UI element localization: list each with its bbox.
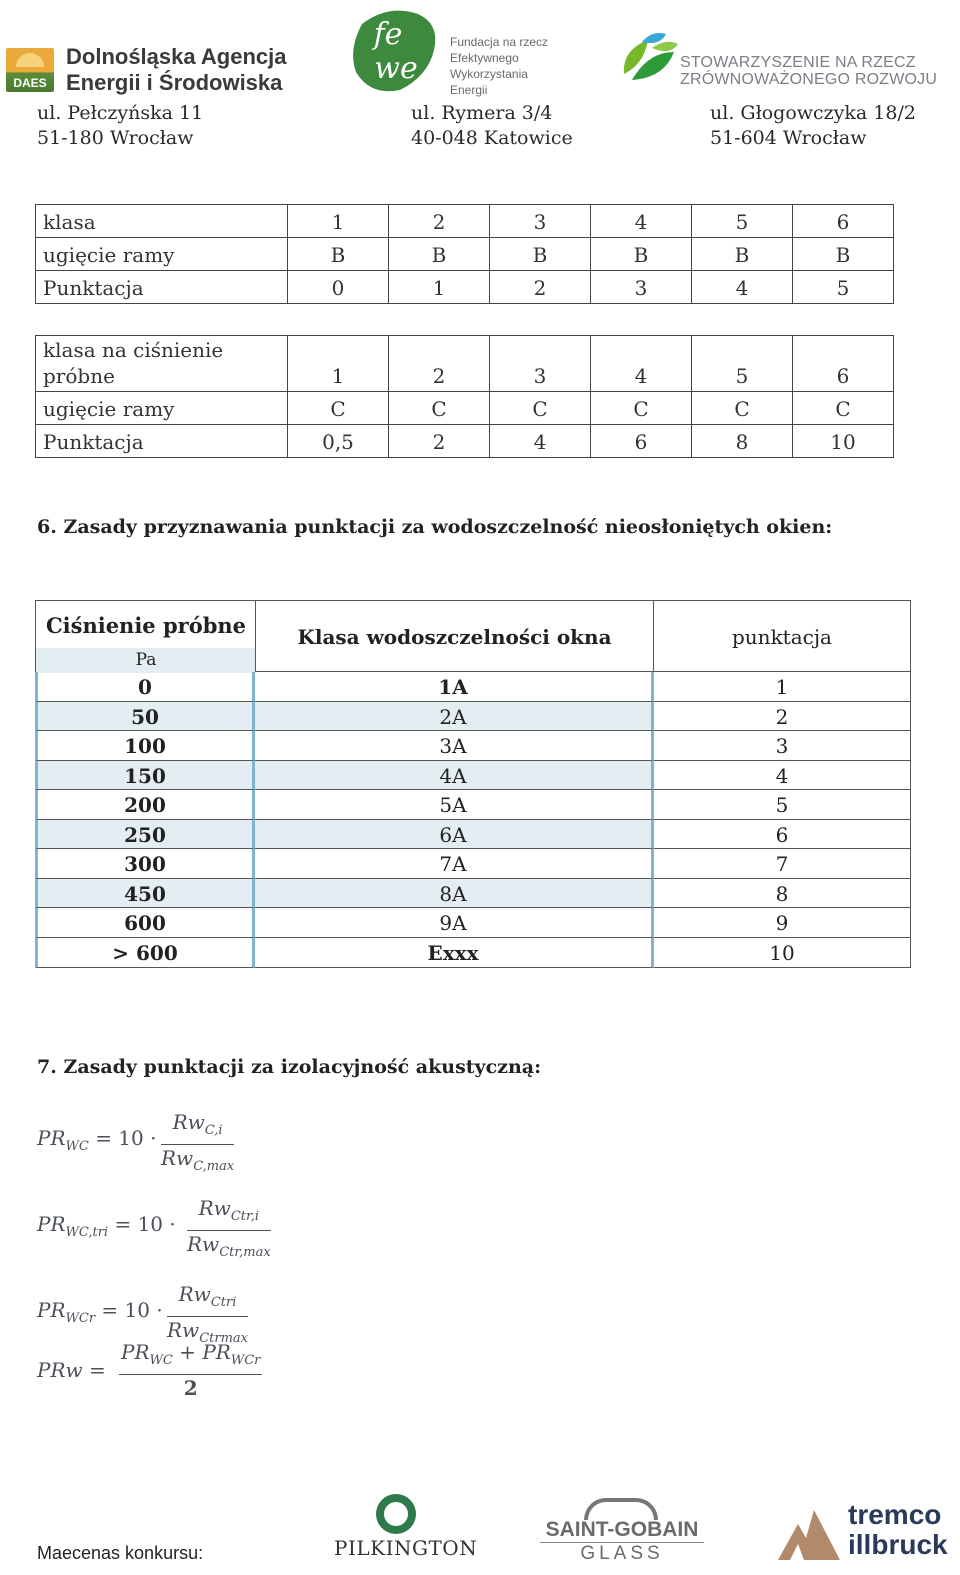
frame-deflection-c-table	[35, 335, 894, 458]
pilkington-emblem-icon	[376, 1494, 416, 1534]
svg-text:we: we	[374, 51, 418, 86]
column-header-class: Klasa wodoszczelności okna	[255, 600, 654, 672]
daes-name-line2: Energii i Środowiska	[66, 70, 283, 95]
table-row: 150 4A 4	[35, 761, 911, 791]
table-row: 600 9A 9	[35, 908, 911, 938]
table-row: ugięcie ramy C C C C C C	[36, 392, 894, 425]
fewe-logo: fe we Fundacja na rzecz Efektywnego Wykorzystania Energii	[348, 6, 578, 96]
section-6-heading: 6. Zasady przyznawania punktacji za wodoszczelność nieosłoniętych okien:	[37, 516, 833, 538]
table-row: ugięcie ramy B B B B B B	[36, 238, 894, 271]
table-row: 50 2A 2	[35, 702, 911, 732]
formula-prwc-tri: $PR_{WC,tri} = 10$ · $Rw_{Ctr,i}$ $Rw_{Ctr,max}$	[37, 1196, 271, 1260]
table-row: 250 6A 6	[35, 820, 911, 850]
water-tightness-table	[35, 600, 911, 968]
pilkington-logo: PILKINGTON	[334, 1494, 460, 1564]
daes-name-line1: Dolnośląska Agencja	[66, 44, 287, 69]
daes-mark-icon: DAES	[6, 48, 54, 92]
saint-gobain-arch-icon	[584, 1498, 658, 1520]
table-row: 100 3A 3	[35, 731, 911, 761]
table-row: > 600 Exxx 10	[35, 938, 911, 969]
table-row: 200 5A 5	[35, 790, 911, 820]
saint-gobain-logo: SAINT-GOBAIN GLASS	[540, 1498, 704, 1568]
table-row: klasa na ciśnienie próbne 1 2 3 4 5 6	[36, 336, 894, 392]
table-row: Punktacja 0 1 2 3 4 5	[36, 271, 894, 304]
table-row: 0 1A 1	[35, 672, 911, 702]
formula-prw: PRw = $PR_{WC} + PR_{WCr}$ 2	[37, 1340, 261, 1400]
table-row: klasa 1 2 3 4 5 6	[36, 205, 894, 238]
frame-deflection-b-table	[35, 204, 894, 304]
column-header-points: punktacja	[654, 600, 911, 672]
sponsor-label: Maecenas konkursu:	[37, 1543, 204, 1563]
formula-prwcr: $PR_{WCr} = 10$ · $Rw_{Ctri}$ $Rw_{Ctrmax}$	[37, 1282, 248, 1346]
table-row: 450 8A 8	[35, 879, 911, 909]
column-header-pressure: Ciśnienie próbne Pa	[35, 600, 255, 672]
address-daes: ul. Pełczyńska 11 51-180 Wrocław	[37, 102, 204, 149]
address-fewe: ul. Rymera 3/4 40-048 Katowice	[411, 102, 573, 149]
szr-logo: STOWARZYSZENIE NA RZECZ ZRÓWNOWAŻONEGO ROZWOJU	[618, 30, 948, 94]
table-row: 300 7A 7	[35, 849, 911, 879]
tremco-illbruck-logo: tremco illbruck	[776, 1500, 956, 1566]
fewe-mark-icon	[348, 6, 442, 94]
table-row: Punktacja 0,5 2 4 6 8 10	[36, 425, 894, 458]
address-szr: ul. Głogowczyka 18/2 51-604 Wrocław	[710, 102, 916, 149]
daes-logo	[6, 44, 296, 96]
leaf-icon	[618, 30, 680, 90]
svg-text:fe: fe	[373, 17, 403, 52]
tremco-mark-icon	[776, 1504, 842, 1562]
formula-prwc: $PR_{WC} = 10$ · $Rw_{C,i}$ $Rw_{C,max}$	[37, 1110, 235, 1174]
section-7-heading: 7. Zasady punktacji za izolacyjność akustyczną:	[37, 1056, 542, 1078]
